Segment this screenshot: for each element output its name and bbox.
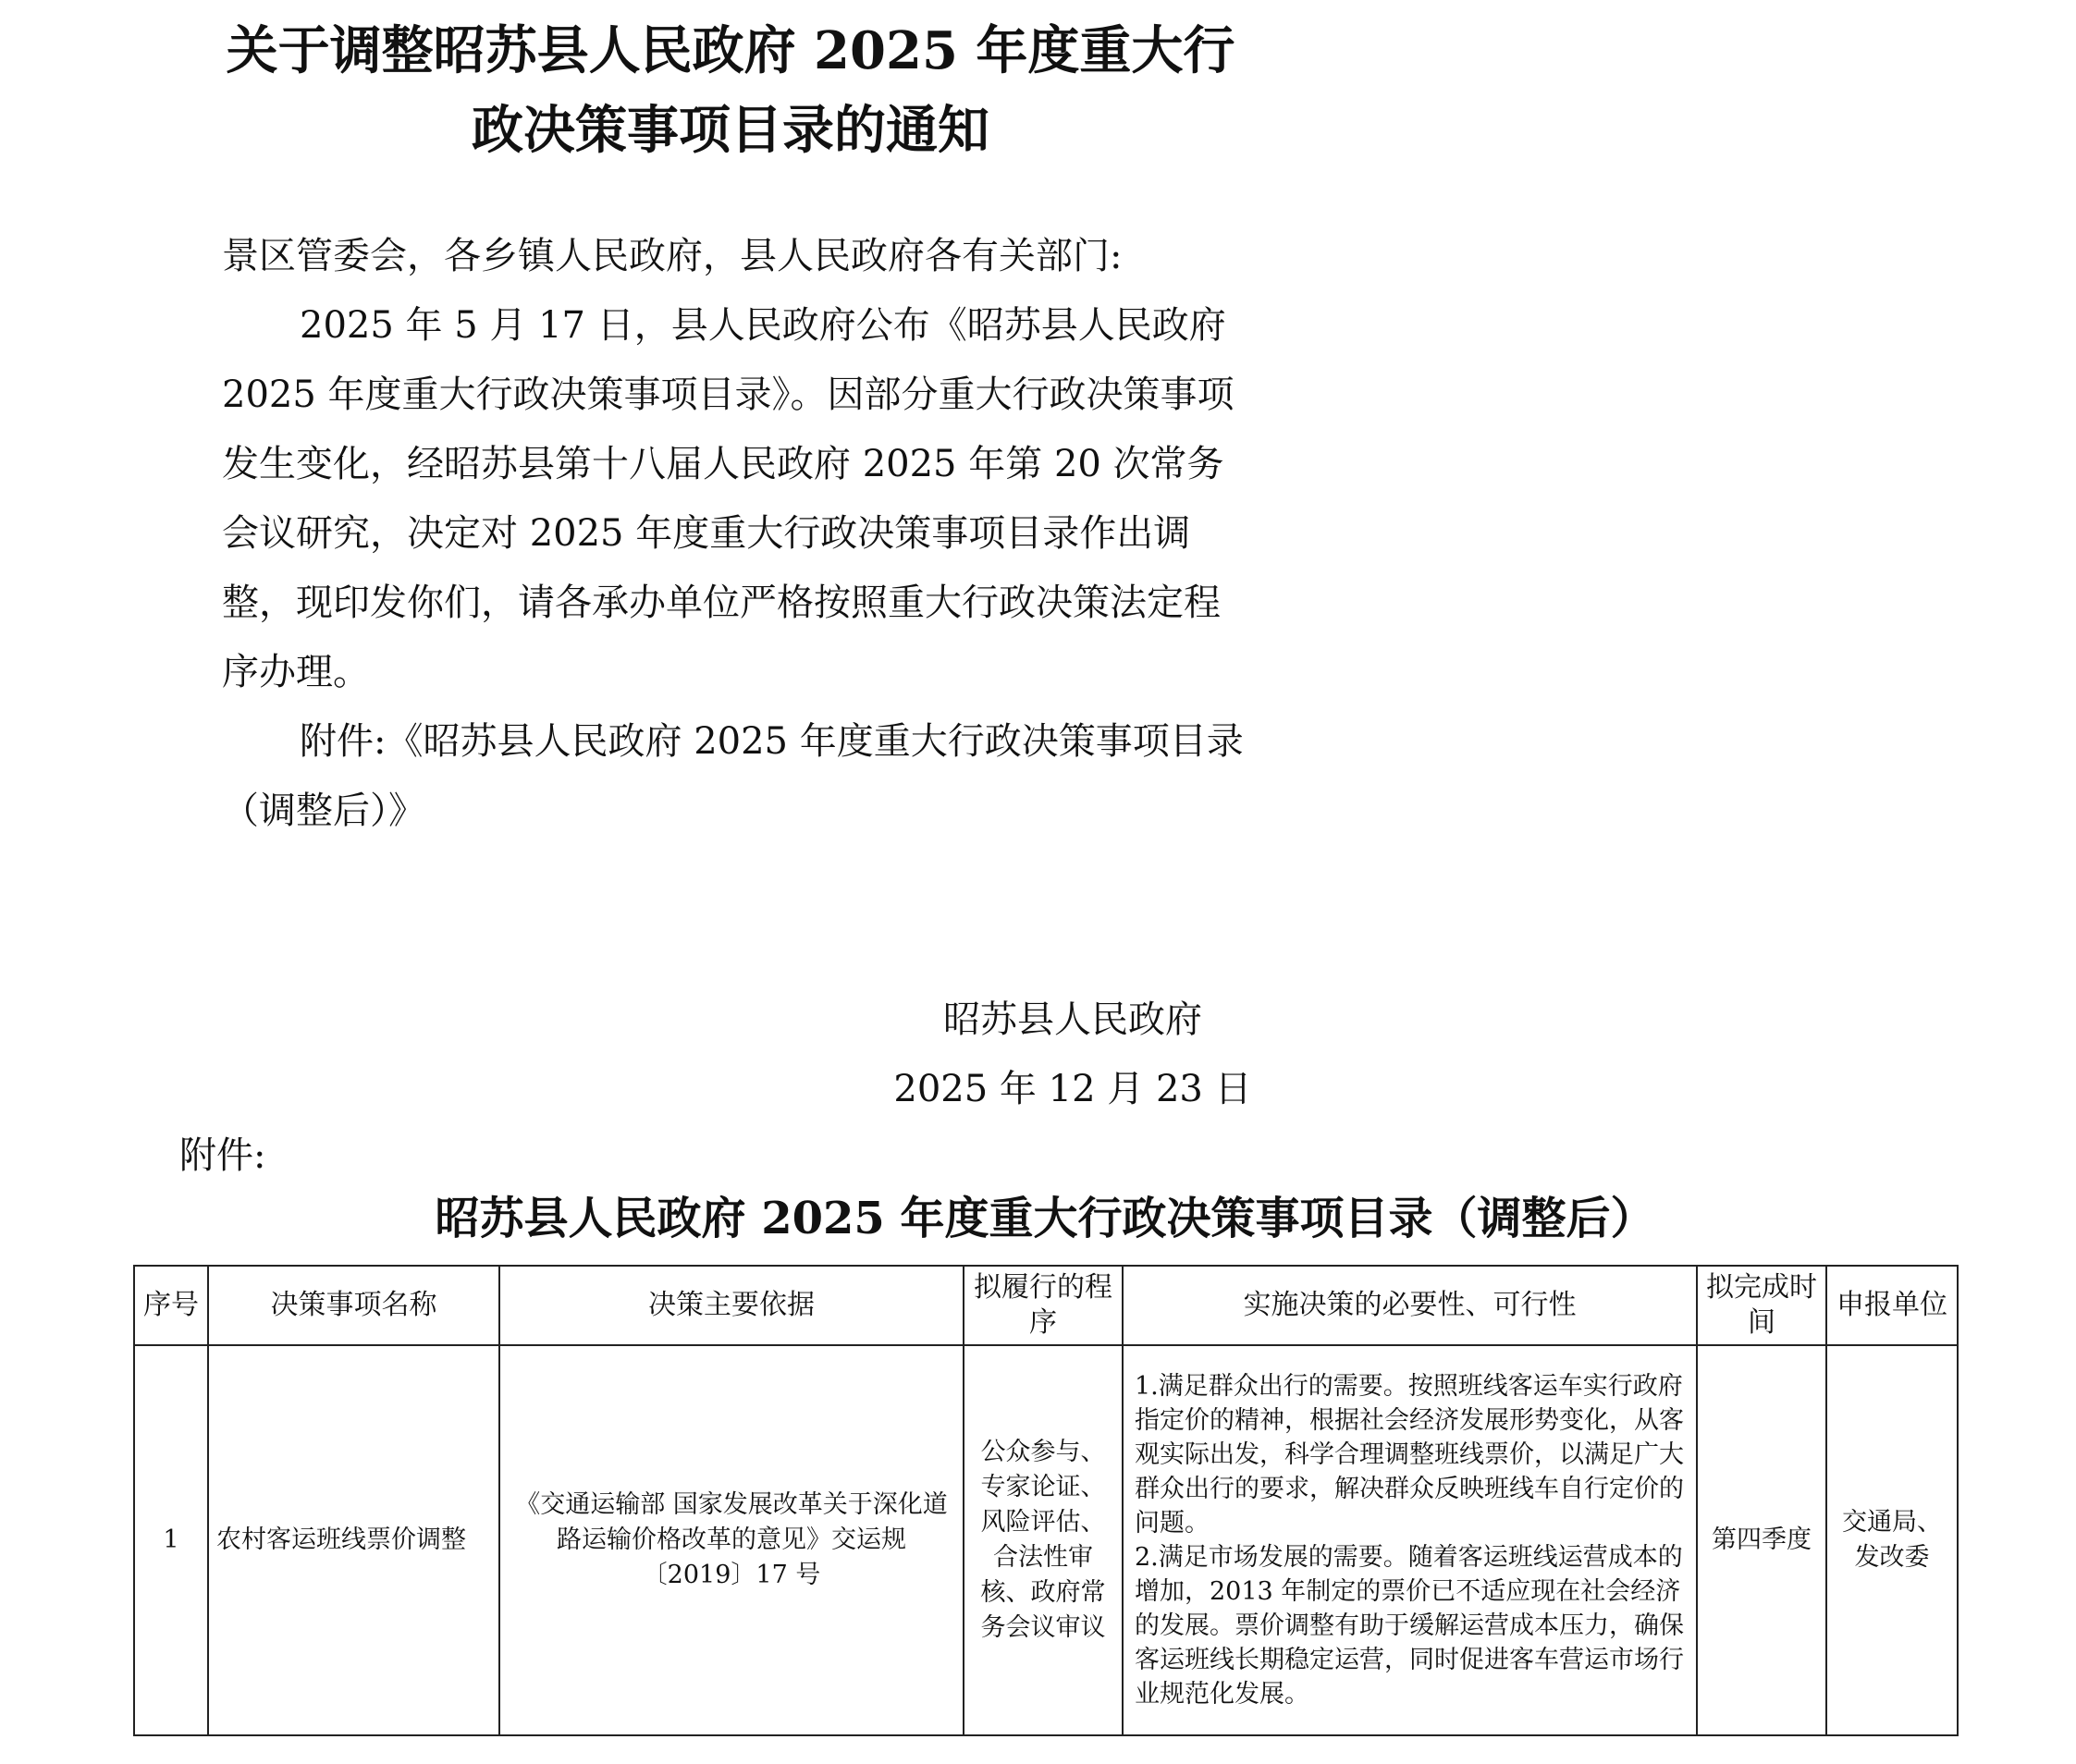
- cell-time: 第四季度: [1697, 1345, 1826, 1735]
- notice-body: [222, 222, 1248, 846]
- table-row: [134, 1345, 1958, 1735]
- necessity-point-2: 2.满足市场发展的需要。随着客运班线运营成本的增加，2013 年制定的票价已不适应现在社会经济的发展。票价调整有助于缓解运营成本压力，确保客运班线长期稳定运营，同时促进客车营运市场行业规范化发展。: [1135, 1543, 1684, 1709]
- header-time: 拟完成时间: [1697, 1266, 1826, 1345]
- header-procedure: 拟履行的程序: [964, 1266, 1123, 1345]
- table-header-row: [134, 1266, 1958, 1345]
- header-seq: 序号: [134, 1266, 208, 1345]
- salutation: 景区管委会，各乡镇人民政府，县人民政府各有关部门:: [222, 235, 1123, 277]
- header-basis: 决策主要依据: [499, 1266, 964, 1345]
- header-unit: 申报单位: [1826, 1266, 1958, 1345]
- signature-date: 2025 年 12 月 23 日: [893, 1068, 1252, 1110]
- document-title-line1: 关于调整昭苏县人民政府 2025 年度重大行: [226, 20, 1235, 81]
- table-title: 昭苏县人民政府 2025 年度重大行政决策事项目录（调整后）: [435, 1193, 1655, 1244]
- cell-procedure: 公众参与、专家论证、风险评估、合法性审核、政府常务会议审议: [964, 1345, 1123, 1735]
- cell-seq: 1: [134, 1345, 208, 1735]
- decision-directory-table: [133, 1265, 1959, 1736]
- notice-paragraph: 2025 年 5 月 17 日，县人民政府公布《昭苏县人民政府 2025 年度重大行政决策事项目录》。因部分重大行政决策事项发生变化，经昭苏县第十八届人民政府 2025 年第 20 次常务会议研究，决定对 2025 年度重大行政决策事项目录作出调整，现印发你们，请各承办单位严格按照重大行政决策法定程序办理。: [222, 304, 1235, 693]
- document-title-line2: 政决策事项目录的通知: [472, 100, 989, 161]
- cell-unit: 交通局、发改委: [1826, 1345, 1958, 1735]
- cell-basis: 《交通运输部 国家发展改革关于深化道路运输价格改革的意见》交运规〔2019〕17 号: [499, 1345, 964, 1735]
- header-necessity: 实施决策的必要性、可行性: [1123, 1266, 1697, 1345]
- necessity-point-1: 1.满足群众出行的需要。按照班线客运车实行政府指定价的精神，根据社会经济发展形势变化，从客观实际出发，科学合理调整班线票价，以满足广大群众出行的要求，解决群众反映班线车自行定价的问题。: [1135, 1372, 1684, 1537]
- signature-org: 昭苏县人民政府: [943, 998, 1202, 1041]
- header-name: 决策事项名称: [208, 1266, 499, 1345]
- attachment-note: 附件:《昭苏县人民政府 2025 年度重大行政决策事项目录（调整后）》: [222, 720, 1244, 832]
- cell-necessity: [1123, 1345, 1697, 1735]
- attachment-label: 附件:: [179, 1134, 266, 1177]
- cell-name: 农村客运班线票价调整: [208, 1345, 499, 1735]
- document-title: [139, 11, 1322, 170]
